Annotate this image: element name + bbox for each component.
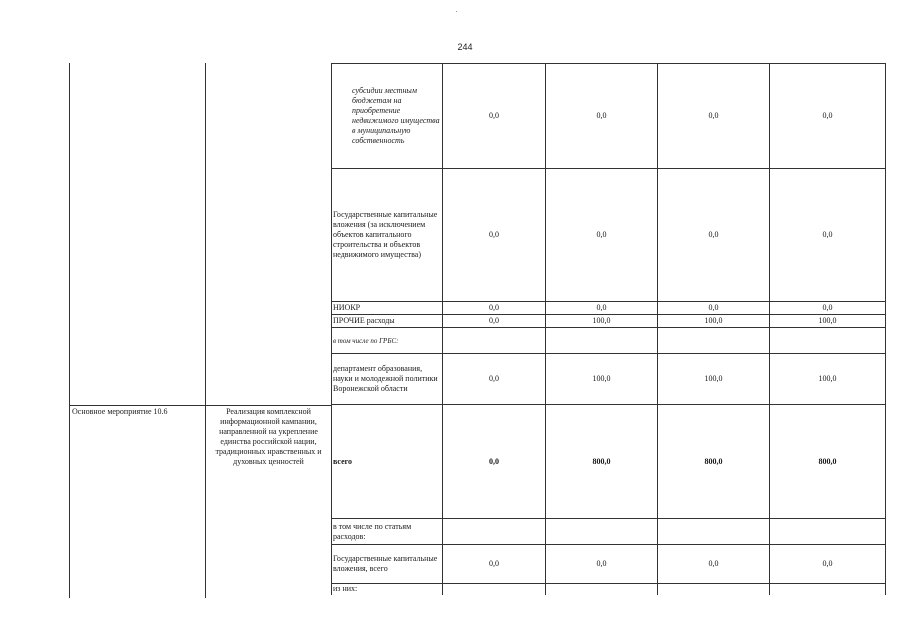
row-label: департамент образования, науки и молодежной политики Воронежской области (332, 354, 443, 405)
row-label: в том числе по ГРБС: (332, 328, 443, 354)
cell-value (658, 328, 770, 354)
row-label: Государственные капитальные вложения, всего (332, 545, 443, 584)
row-label: НИОКР (332, 302, 443, 315)
cell-value: 800,0 (770, 405, 886, 519)
cell-value (546, 519, 658, 545)
cell-value (770, 584, 886, 595)
cell-value: 0,0 (443, 405, 546, 519)
cell-value: 0,0 (546, 64, 658, 169)
cell-value: 0,0 (443, 315, 546, 328)
cell-value: 0,0 (546, 302, 658, 315)
cell-value (443, 519, 546, 545)
cell-value: 0,0 (658, 545, 770, 584)
cell-value (770, 328, 886, 354)
table-row (332, 169, 886, 302)
cell-value (443, 328, 546, 354)
table-row (332, 302, 886, 315)
cell-value: 0,0 (443, 169, 546, 302)
scan-speck (456, 11, 457, 12)
table-row (332, 519, 886, 545)
cell-value: 0,0 (443, 545, 546, 584)
row-label: всего (332, 405, 443, 519)
cell-value: 100,0 (546, 354, 658, 405)
cell-value: 100,0 (658, 315, 770, 328)
event-label: Основное мероприятие 10.6 (72, 407, 168, 416)
table-row (332, 315, 886, 328)
row-label: субсидии местным бюджетам на приобретение недвижимого имущества в муниципальную собственность (332, 64, 443, 169)
cell-value: 800,0 (546, 405, 658, 519)
cell-value: 0,0 (658, 302, 770, 315)
cell-value (658, 584, 770, 595)
table-row (332, 584, 886, 595)
cell-value: 0,0 (443, 302, 546, 315)
cell-value: 0,0 (658, 169, 770, 302)
cell-value: 100,0 (770, 354, 886, 405)
cell-value: 100,0 (546, 315, 658, 328)
left-border-line (69, 63, 70, 598)
row-label: из них: (332, 584, 443, 595)
row-label: Государственные капитальные вложения (за исключением объектов капитального строительства и объектов недвижимого имущества) (332, 169, 443, 302)
cell-value: 100,0 (770, 315, 886, 328)
cell-value: 0,0 (770, 545, 886, 584)
cell-value: 100,0 (658, 354, 770, 405)
row-divider-line (69, 405, 331, 406)
table-row (332, 405, 886, 519)
cell-value (658, 519, 770, 545)
table-row (332, 64, 886, 169)
table-row (332, 354, 886, 405)
cell-value (770, 519, 886, 545)
budget-table (331, 63, 886, 595)
cell-value: 0,0 (770, 302, 886, 315)
cell-value (546, 328, 658, 354)
table-row (332, 545, 886, 584)
event-description: Реализация комплексной информационной кампании, направленной на укрепление единства российской нации, традиционных нравственных и духовных ценностей (215, 407, 322, 466)
row-label: ПРОЧИЕ расходы (332, 315, 443, 328)
row-label: в том числе по статьям расходов: (332, 519, 443, 545)
cell-value: 0,0 (770, 169, 886, 302)
page-number: 244 (457, 42, 473, 52)
second-column-line (205, 63, 206, 598)
cell-value: 0,0 (443, 354, 546, 405)
table-row (332, 328, 886, 354)
cell-value: 800,0 (658, 405, 770, 519)
cell-value: 0,0 (658, 64, 770, 169)
cell-value (546, 584, 658, 595)
cell-value: 0,0 (443, 64, 546, 169)
cell-value: 0,0 (546, 169, 658, 302)
cell-value: 0,0 (770, 64, 886, 169)
cell-value (443, 584, 546, 595)
cell-value: 0,0 (546, 545, 658, 584)
